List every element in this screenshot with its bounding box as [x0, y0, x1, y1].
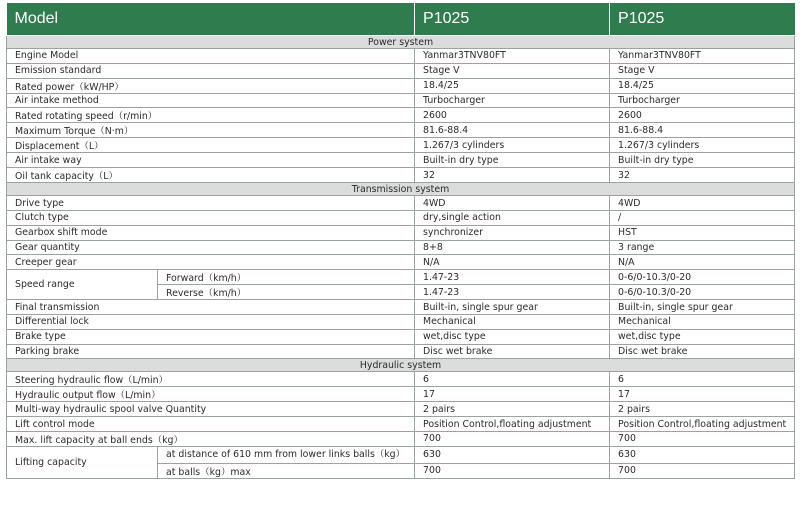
table-row: [7, 153, 795, 168]
row-value-col2: wet,disc type: [610, 329, 795, 344]
table-row: [7, 225, 795, 240]
row-label: Engine Model: [7, 49, 415, 64]
row-value-col2: 4WD: [610, 196, 795, 211]
row-value-col1: Built-in dry type: [415, 153, 610, 168]
row-value-col2: Turbocharger: [610, 93, 795, 108]
row-value-col1: 1.267/3 cylinders: [415, 138, 610, 153]
row-value-col2: 700: [610, 431, 795, 446]
row-label: Emission standard: [7, 63, 415, 78]
row-value-col1: 32: [415, 168, 610, 183]
row-value-col1: 8+8: [415, 240, 610, 255]
header-row: [7, 3, 795, 36]
row-label: Oil tank capacity（L）: [7, 168, 415, 183]
row-value-col1: 630: [415, 446, 610, 463]
row-value-col1: Turbocharger: [415, 93, 610, 108]
row-value-col2: Built-in, single spur gear: [610, 300, 795, 315]
table-row: [7, 387, 795, 402]
section-title: Power system: [7, 36, 795, 49]
row-value-col2: Position Control,floating adjustment: [610, 417, 795, 432]
row-label: Creeper gear: [7, 255, 415, 270]
row-value-col2: 2 pairs: [610, 402, 795, 417]
row-value-col2: 18.4/25: [610, 78, 795, 93]
row-label: Clutch type: [7, 210, 415, 225]
row-label: Parking brake: [7, 344, 415, 359]
section-title: Transmission system: [7, 183, 795, 196]
row-label: Max. lift capacity at ball ends（kg）: [7, 431, 415, 446]
row-value-col2: 2600: [610, 108, 795, 123]
row-label: Air intake way: [7, 153, 415, 168]
row-value-col1: 17: [415, 387, 610, 402]
header-col2: P1025: [610, 3, 795, 36]
table-row: [7, 138, 795, 153]
row-value-col2: 630: [610, 446, 795, 463]
row-value-col2: N/A: [610, 255, 795, 270]
row-value-col1: Built-in, single spur gear: [415, 300, 610, 315]
row-value-col2: Mechanical: [610, 314, 795, 329]
row-value-col2: 6: [610, 372, 795, 387]
spec-body: [7, 36, 795, 479]
table-row: [7, 344, 795, 359]
table-row: [7, 123, 795, 138]
table-row: [7, 255, 795, 270]
row-label: Air intake method: [7, 93, 415, 108]
table-row: [7, 417, 795, 432]
section-title: Hydraulic system: [7, 359, 795, 372]
row-value-col2: 700: [610, 463, 795, 478]
spec-table: [6, 3, 795, 479]
row-value-col1: 1.47-23: [415, 270, 610, 285]
row-label: Lifting capacity: [7, 446, 158, 478]
table-row: [7, 446, 795, 463]
row-value-col2: 3 range: [610, 240, 795, 255]
row-label: Lift control mode: [7, 417, 415, 432]
row-label: Final transmission: [7, 300, 415, 315]
table-row: [7, 210, 795, 225]
row-value-col2: 0-6/0-10.3/0-20: [610, 285, 795, 300]
row-value-col1: Stage V: [415, 63, 610, 78]
row-value-col2: Yanmar3TNV80FT: [610, 49, 795, 64]
table-row: [7, 196, 795, 211]
row-value-col1: 700: [415, 431, 610, 446]
section-header-row: [7, 36, 795, 49]
row-label: Speed range: [7, 270, 158, 300]
row-value-col1: Disc wet brake: [415, 344, 610, 359]
row-value-col1: Position Control,floating adjustment: [415, 417, 610, 432]
row-value-col1: 2600: [415, 108, 610, 123]
row-label: Maximum Torque（N·m）: [7, 123, 415, 138]
row-sublabel: Forward（km/h）: [158, 270, 415, 285]
row-label: Gear quantity: [7, 240, 415, 255]
row-value-col1: 81.6-88.4: [415, 123, 610, 138]
row-label: Steering hydraulic flow（L/min）: [7, 372, 415, 387]
row-value-col2: Built-in dry type: [610, 153, 795, 168]
table-row: [7, 240, 795, 255]
row-value-col1: 700: [415, 463, 610, 478]
header-model: Model: [7, 3, 415, 36]
row-value-col1: Mechanical: [415, 314, 610, 329]
row-value-col2: /: [610, 210, 795, 225]
row-value-col2: Stage V: [610, 63, 795, 78]
row-value-col1: N/A: [415, 255, 610, 270]
row-sublabel: Reverse（km/h）: [158, 285, 415, 300]
table-row: [7, 49, 795, 64]
row-value-col1: dry,single action: [415, 210, 610, 225]
row-label: Drive type: [7, 196, 415, 211]
row-value-col2: 0-6/0-10.3/0-20: [610, 270, 795, 285]
row-sublabel: at distance of 610 mm from lower links balls（kg）: [158, 446, 415, 463]
row-label: Gearbox shift mode: [7, 225, 415, 240]
row-label: Differential lock: [7, 314, 415, 329]
row-value-col1: 2 pairs: [415, 402, 610, 417]
row-value-col1: 4WD: [415, 196, 610, 211]
row-value-col1: 18.4/25: [415, 78, 610, 93]
table-row: [7, 402, 795, 417]
table-row: [7, 329, 795, 344]
section-header-row: [7, 183, 795, 196]
row-value-col2: 1.267/3 cylinders: [610, 138, 795, 153]
table-row: [7, 431, 795, 446]
table-row: [7, 93, 795, 108]
row-value-col1: 6: [415, 372, 610, 387]
row-value-col2: 32: [610, 168, 795, 183]
row-value-col1: wet,disc type: [415, 329, 610, 344]
row-label: Multi-way hydraulic spool valve Quantity: [7, 402, 415, 417]
table-row: [7, 270, 795, 285]
table-row: [7, 63, 795, 78]
row-value-col2: HST: [610, 225, 795, 240]
row-label: Displacement（L）: [7, 138, 415, 153]
row-label: Hydraulic output flow（L/min）: [7, 387, 415, 402]
row-label: Rated power（kW/HP）: [7, 78, 415, 93]
header-col1: P1025: [415, 3, 610, 36]
row-value-col1: synchronizer: [415, 225, 610, 240]
table-row: [7, 108, 795, 123]
section-header-row: [7, 359, 795, 372]
row-label: Rated rotating speed（r/min）: [7, 108, 415, 123]
row-sublabel: at balls（kg）max: [158, 463, 415, 478]
table-row: [7, 168, 795, 183]
table-row: [7, 372, 795, 387]
table-row: [7, 314, 795, 329]
row-value-col1: Yanmar3TNV80FT: [415, 49, 610, 64]
row-value-col2: Disc wet brake: [610, 344, 795, 359]
row-value-col1: 1.47-23: [415, 285, 610, 300]
row-label: Brake type: [7, 329, 415, 344]
table-row: [7, 300, 795, 315]
row-value-col2: 17: [610, 387, 795, 402]
table-row: [7, 78, 795, 93]
row-value-col2: 81.6-88.4: [610, 123, 795, 138]
